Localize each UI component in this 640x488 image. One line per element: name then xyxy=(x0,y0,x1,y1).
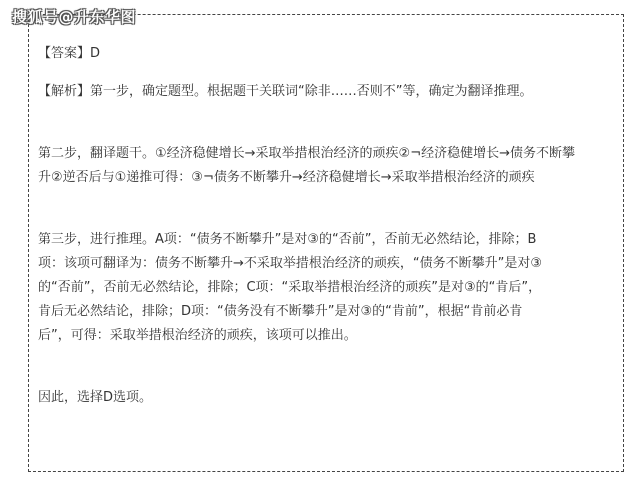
spacer xyxy=(38,348,608,372)
step3-line-5: 后”，可得：采取举措根治经济的顽疾，该项可以推出。 xyxy=(38,328,357,343)
spacer xyxy=(38,190,608,214)
explanation-content xyxy=(38,42,608,410)
step3-line-3: 的“否前”，否前无必然结论，排除；C项：“采取举措根治经济的顽疾”是对③的“肯后”， xyxy=(38,280,542,295)
spacer xyxy=(38,214,608,228)
step3-line-2: 项：该项可翻译为：债务不断攀升→不采取举措根治经济的顽疾，“债务不断攀升”是对③ xyxy=(38,256,543,271)
watermark: 搜狐号@升东华图 xyxy=(12,8,137,26)
spacer xyxy=(38,66,608,80)
step2-line-1: 第二步，翻译题干。①经济稳健增长→采取举措根治经济的顽疾②¬经济稳健增长→债务不断攀 xyxy=(38,146,575,161)
conclusion-line: 因此，选择D选项。 xyxy=(38,390,153,405)
spacer xyxy=(38,104,608,128)
step3-line-1: 第三步，进行推理。A项：“债务不断攀升”是对③的“否前”，否前无必然结论，排除；B xyxy=(38,232,537,247)
analysis-step1: 【解析】第一步，确定题型。根据题干关联词“除非……否则不”等，确定为翻译推理。 xyxy=(38,84,533,99)
answer-line: 【答案】D xyxy=(38,46,101,61)
spacer xyxy=(38,372,608,386)
step2-line-2: 升②逆否后与①递推可得：③¬债务不断攀升→经济稳健增长→采取举措根治经济的顽疾 xyxy=(38,170,535,185)
step3-line-4: 肯后无必然结论，排除；D项：“债务没有不断攀升”是对③的“肯前”，根据“肯前必肯 xyxy=(38,304,523,319)
spacer xyxy=(38,128,608,142)
